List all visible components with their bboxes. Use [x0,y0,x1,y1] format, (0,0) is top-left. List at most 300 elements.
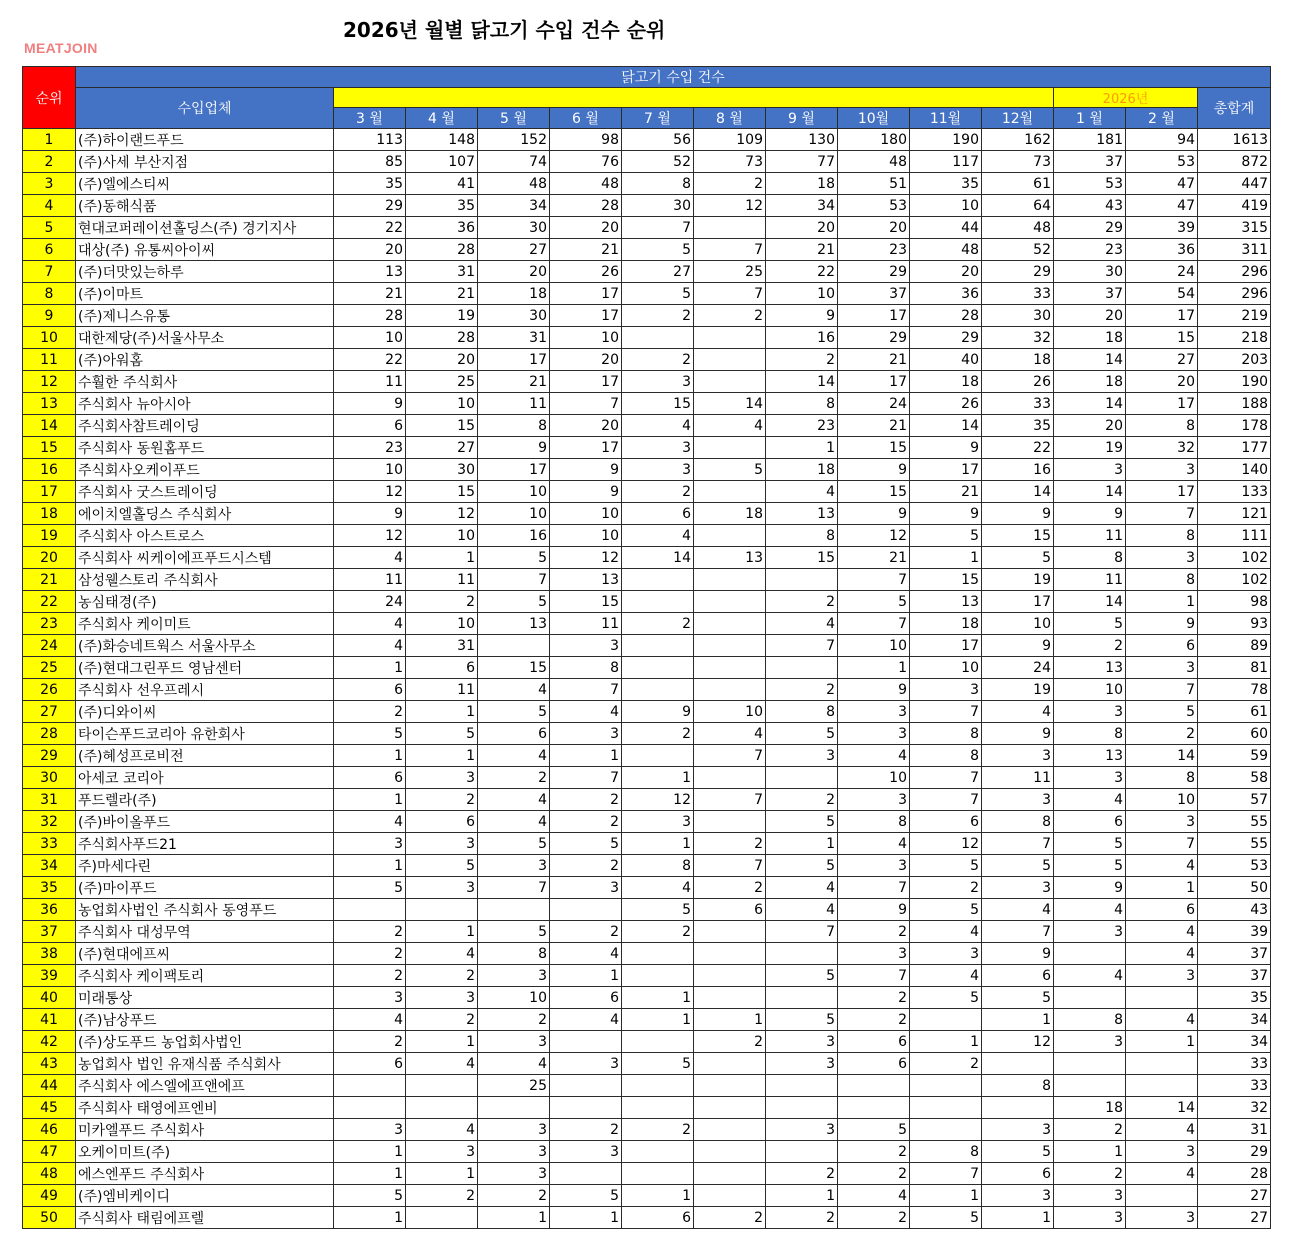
month-value-cell: 39 [1126,217,1198,239]
month-value-cell: 2 [838,1141,910,1163]
month-value-cell: 54 [1126,283,1198,305]
month-value-cell: 1 [1126,591,1198,613]
month-value-cell: 4 [478,1053,550,1075]
month-value-cell: 5 [334,877,406,899]
month-value-cell: 4 [406,1119,478,1141]
month-value-cell [1054,1053,1126,1075]
month-value-cell: 2 [622,1119,694,1141]
month-value-cell: 53 [1054,173,1126,195]
month-value-cell [550,1163,622,1185]
month-value-cell: 1 [622,767,694,789]
company-cell: (주)사세 부산지점 [76,151,334,173]
total-cell: 34 [1198,1031,1271,1053]
month-value-cell: 8 [766,525,838,547]
month-value-cell [622,1097,694,1119]
total-cell: 27 [1198,1185,1271,1207]
month-value-cell [406,1097,478,1119]
month-value-cell: 3 [1126,657,1198,679]
company-cell: 에이치엘홀딩스 주식회사 [76,503,334,525]
month-value-cell: 3 [1126,459,1198,481]
month-value-cell: 4 [622,877,694,899]
rank-cell: 17 [23,481,76,503]
company-cell: 대한제당(주)서울사무소 [76,327,334,349]
month-value-cell: 6 [694,899,766,921]
month-value-cell: 2 [622,921,694,943]
month-value-cell: 12 [694,195,766,217]
month-value-cell: 181 [1054,129,1126,151]
rank-cell: 32 [23,811,76,833]
month-value-cell: 18 [694,503,766,525]
rank-cell: 27 [23,701,76,723]
month-value-cell: 148 [406,129,478,151]
month-value-cell: 11 [334,569,406,591]
table-row [23,833,1271,855]
table-row [23,1185,1271,1207]
month-value-cell: 26 [550,261,622,283]
month-value-cell: 2 [766,679,838,701]
month-value-cell: 8 [766,393,838,415]
month-value-cell: 47 [1126,195,1198,217]
month-value-cell [982,1053,1054,1075]
month-value-cell: 3 [838,855,910,877]
month-value-cell: 1 [334,1141,406,1163]
table-row [23,899,1271,921]
table-row [23,459,1271,481]
month-header: 2 월 [1126,108,1198,129]
month-value-cell: 1 [766,833,838,855]
month-value-cell: 2 [838,1207,910,1229]
month-value-cell: 2 [694,833,766,855]
month-value-cell [766,569,838,591]
month-value-cell [334,1075,406,1097]
company-cell: 미카엘푸드 주식회사 [76,1119,334,1141]
table-row [23,261,1271,283]
month-value-cell: 4 [910,965,982,987]
month-value-cell: 2 [406,1185,478,1207]
month-value-cell: 5 [838,1119,910,1141]
month-value-cell: 9 [982,943,1054,965]
month-value-cell: 3 [766,1119,838,1141]
month-value-cell: 6 [406,811,478,833]
month-value-cell: 2 [622,723,694,745]
total-cell: 447 [1198,173,1271,195]
month-value-cell: 2 [478,1185,550,1207]
month-value-cell: 4 [334,613,406,635]
month-value-cell: 3 [838,701,910,723]
month-value-cell: 30 [478,217,550,239]
total-cell: 57 [1198,789,1271,811]
year-2025-spacer [334,88,1054,108]
month-value-cell: 3 [478,1119,550,1141]
rank-cell: 30 [23,767,76,789]
total-cell: 28 [1198,1163,1271,1185]
month-value-cell: 10 [694,701,766,723]
month-value-cell [1054,987,1126,1009]
month-value-cell: 3 [334,987,406,1009]
month-value-cell: 6 [982,965,1054,987]
month-value-cell: 5 [910,899,982,921]
month-value-cell: 48 [910,239,982,261]
month-value-cell: 1 [334,745,406,767]
month-value-cell: 10 [478,481,550,503]
month-value-cell: 2 [406,965,478,987]
month-value-cell: 24 [1126,261,1198,283]
month-value-cell [694,525,766,547]
month-value-cell: 36 [406,217,478,239]
month-value-cell: 8 [1126,415,1198,437]
month-value-cell [622,965,694,987]
rank-cell: 25 [23,657,76,679]
total-header: 총합계 [1198,88,1271,129]
table-row [23,965,1271,987]
month-value-cell: 5 [334,1185,406,1207]
month-value-cell: 4 [982,899,1054,921]
table-row [23,987,1271,1009]
company-cell: 오케이미트(주) [76,1141,334,1163]
month-value-cell [694,1185,766,1207]
total-cell: 296 [1198,283,1271,305]
month-value-cell: 10 [550,525,622,547]
total-cell: 60 [1198,723,1271,745]
month-value-cell: 28 [910,305,982,327]
month-value-cell: 14 [1054,591,1126,613]
month-value-cell: 5 [910,855,982,877]
table-row [23,657,1271,679]
month-value-cell: 76 [550,151,622,173]
month-value-cell: 15 [478,657,550,679]
month-value-cell: 20 [1054,415,1126,437]
month-value-cell: 7 [1126,679,1198,701]
month-value-cell [694,965,766,987]
table-row [23,789,1271,811]
month-value-cell: 5 [622,1053,694,1075]
month-value-cell: 10 [478,503,550,525]
total-cell: 311 [1198,239,1271,261]
month-value-cell: 9 [334,393,406,415]
month-value-cell: 5 [910,987,982,1009]
month-value-cell: 2 [334,943,406,965]
month-value-cell: 20 [550,349,622,371]
month-value-cell: 3 [1054,701,1126,723]
rank-cell: 39 [23,965,76,987]
month-value-cell: 2 [622,481,694,503]
month-value-cell: 11 [334,371,406,393]
company-cell: 대상(주) 유통씨아이씨 [76,239,334,261]
month-value-cell: 21 [766,239,838,261]
company-cell: (주)동해식품 [76,195,334,217]
month-value-cell: 98 [550,129,622,151]
month-value-cell: 3 [766,1031,838,1053]
month-value-cell: 22 [334,217,406,239]
month-value-cell: 12 [982,1031,1054,1053]
company-cell: (주)엠비케이디 [76,1185,334,1207]
month-value-cell: 11 [406,679,478,701]
company-cell: 타이슨푸드코리아 유한회사 [76,723,334,745]
month-value-cell: 1 [334,1163,406,1185]
month-value-cell: 3 [406,987,478,1009]
month-value-cell: 7 [766,635,838,657]
month-value-cell: 7 [910,767,982,789]
month-value-cell: 36 [910,283,982,305]
month-value-cell [766,657,838,679]
month-value-cell: 20 [478,261,550,283]
month-value-cell: 29 [910,327,982,349]
month-value-cell: 37 [1054,283,1126,305]
month-value-cell: 8 [1054,723,1126,745]
company-cell: 주식회사 태림에프렐 [76,1207,334,1229]
rank-cell: 12 [23,371,76,393]
rank-cell: 22 [23,591,76,613]
month-value-cell: 3 [910,679,982,701]
table-row [23,173,1271,195]
month-value-cell: 8 [838,811,910,833]
month-value-cell: 10 [334,459,406,481]
month-value-cell: 1 [334,789,406,811]
month-value-cell: 2 [910,877,982,899]
month-value-cell: 1 [910,1185,982,1207]
month-value-cell: 9 [910,437,982,459]
month-value-cell: 2 [334,1031,406,1053]
month-value-cell: 13 [550,569,622,591]
total-cell: 140 [1198,459,1271,481]
table-row [23,1163,1271,1185]
month-value-cell: 1 [622,1185,694,1207]
rank-cell: 37 [23,921,76,943]
month-value-cell: 5 [622,899,694,921]
month-value-cell: 19 [1054,437,1126,459]
table-row [23,305,1271,327]
month-value-cell: 23 [334,437,406,459]
rank-cell: 43 [23,1053,76,1075]
month-value-cell: 5 [766,855,838,877]
month-value-cell: 8 [478,943,550,965]
month-value-cell: 17 [478,459,550,481]
month-value-cell: 25 [406,371,478,393]
month-value-cell: 2 [838,921,910,943]
month-value-cell: 5 [406,723,478,745]
month-value-cell: 7 [694,283,766,305]
month-value-cell: 8 [622,855,694,877]
month-value-cell: 7 [478,569,550,591]
month-header: 1 월 [1054,108,1126,129]
month-value-cell: 5 [622,239,694,261]
month-value-cell: 18 [910,613,982,635]
table-row [23,195,1271,217]
month-value-cell: 12 [406,503,478,525]
month-value-cell: 1 [622,1009,694,1031]
total-cell: 315 [1198,217,1271,239]
month-value-cell: 1 [550,745,622,767]
company-cell: 주식회사 태영에프엔비 [76,1097,334,1119]
month-value-cell: 3 [1126,1207,1198,1229]
month-value-cell: 30 [478,305,550,327]
month-value-cell: 17 [1126,393,1198,415]
month-value-cell: 21 [838,415,910,437]
month-value-cell: 22 [982,437,1054,459]
month-value-cell: 2 [334,701,406,723]
month-value-cell: 6 [334,1053,406,1075]
total-cell: 178 [1198,415,1271,437]
month-value-cell: 5 [982,987,1054,1009]
month-value-cell [622,657,694,679]
month-value-cell: 9 [1054,503,1126,525]
month-value-cell: 8 [622,173,694,195]
month-value-cell: 4 [766,481,838,503]
month-value-cell [694,1163,766,1185]
table-row [23,481,1271,503]
month-value-cell: 7 [982,833,1054,855]
table-row [23,591,1271,613]
month-value-cell: 77 [766,151,838,173]
month-value-cell: 2 [694,305,766,327]
month-value-cell: 2 [766,789,838,811]
month-value-cell: 12 [334,525,406,547]
company-cell: 에스엔푸드 주식회사 [76,1163,334,1185]
month-value-cell: 1 [406,921,478,943]
total-cell: 121 [1198,503,1271,525]
table-row [23,679,1271,701]
month-value-cell: 5 [1054,855,1126,877]
month-value-cell: 3 [838,943,910,965]
month-value-cell: 4 [334,635,406,657]
month-value-cell: 4 [1126,921,1198,943]
month-value-cell: 17 [910,459,982,481]
month-value-cell [694,349,766,371]
month-value-cell: 8 [910,723,982,745]
month-value-cell: 5 [1126,701,1198,723]
company-cell: 주식회사 아스트로스 [76,525,334,547]
month-value-cell: 12 [334,481,406,503]
month-value-cell: 5 [478,701,550,723]
month-value-cell [766,1097,838,1119]
month-value-cell: 7 [550,679,622,701]
month-value-cell: 2 [694,1207,766,1229]
month-value-cell: 6 [550,987,622,1009]
month-value-cell: 19 [982,569,1054,591]
month-value-cell: 2 [1054,635,1126,657]
month-value-cell: 3 [838,723,910,745]
month-value-cell [694,1141,766,1163]
month-value-cell: 43 [1054,195,1126,217]
month-value-cell: 4 [334,547,406,569]
month-value-cell: 2 [550,855,622,877]
month-value-cell [766,987,838,1009]
month-value-cell: 10 [838,767,910,789]
month-value-cell: 18 [1054,371,1126,393]
total-cell: 133 [1198,481,1271,503]
month-value-cell: 52 [622,151,694,173]
month-value-cell: 94 [1126,129,1198,151]
month-value-cell: 3 [550,1053,622,1075]
month-value-cell: 6 [622,503,694,525]
month-value-cell: 8 [1126,525,1198,547]
company-cell: 주식회사 씨케이에프푸드시스템 [76,547,334,569]
month-value-cell: 20 [334,239,406,261]
month-value-cell: 7 [838,613,910,635]
total-cell: 27 [1198,1207,1271,1229]
month-value-cell: 9 [982,635,1054,657]
total-cell: 419 [1198,195,1271,217]
rank-cell: 48 [23,1163,76,1185]
month-value-cell: 3 [334,833,406,855]
month-value-cell: 4 [1126,1163,1198,1185]
month-value-cell: 15 [406,481,478,503]
month-value-cell: 3 [982,789,1054,811]
month-value-cell: 6 [982,1163,1054,1185]
month-value-cell [766,1075,838,1097]
month-value-cell: 2 [1054,1163,1126,1185]
month-value-cell: 3 [478,1141,550,1163]
month-value-cell: 9 [838,459,910,481]
month-value-cell [694,217,766,239]
month-value-cell: 22 [334,349,406,371]
month-value-cell: 73 [982,151,1054,173]
total-cell: 177 [1198,437,1271,459]
table-row [23,569,1271,591]
month-value-cell: 4 [838,1185,910,1207]
month-value-cell [622,1031,694,1053]
month-value-cell: 19 [982,679,1054,701]
month-value-cell: 180 [838,129,910,151]
month-value-cell [766,943,838,965]
month-value-cell: 7 [550,393,622,415]
month-value-cell [838,1097,910,1119]
month-value-cell: 2 [1126,723,1198,745]
month-value-cell: 3 [622,437,694,459]
month-value-cell: 7 [622,217,694,239]
month-value-cell: 2 [694,1031,766,1053]
month-value-cell: 11 [982,767,1054,789]
table-row [23,855,1271,877]
month-value-cell: 15 [406,415,478,437]
month-value-cell: 1 [550,965,622,987]
month-value-cell: 107 [406,151,478,173]
month-value-cell: 8 [766,701,838,723]
month-value-cell: 9 [982,723,1054,745]
month-value-cell: 2 [622,349,694,371]
month-value-cell: 17 [550,371,622,393]
table-row [23,547,1271,569]
company-header: 수입업체 [76,88,334,129]
month-value-cell [334,1097,406,1119]
total-cell: 35 [1198,987,1271,1009]
month-value-cell: 24 [982,657,1054,679]
month-value-cell: 47 [1126,173,1198,195]
table-row [23,525,1271,547]
month-value-cell: 3 [550,635,622,657]
total-cell: 31 [1198,1119,1271,1141]
rank-cell: 42 [23,1031,76,1053]
company-cell: 주식회사오케이푸드 [76,459,334,481]
month-header: 9 월 [766,108,838,129]
table-row [23,151,1271,173]
month-value-cell: 27 [478,239,550,261]
month-value-cell [622,569,694,591]
total-cell: 32 [1198,1097,1271,1119]
month-value-cell: 3 [550,723,622,745]
month-value-cell [910,1097,982,1119]
month-value-cell: 10 [406,393,478,415]
month-value-cell: 3 [1054,1207,1126,1229]
month-value-cell: 20 [838,217,910,239]
month-value-cell [550,899,622,921]
month-value-cell: 7 [550,767,622,789]
month-value-cell [694,987,766,1009]
table-row [23,745,1271,767]
month-value-cell [694,657,766,679]
company-cell: (주)남상푸드 [76,1009,334,1031]
month-value-cell: 4 [1054,789,1126,811]
